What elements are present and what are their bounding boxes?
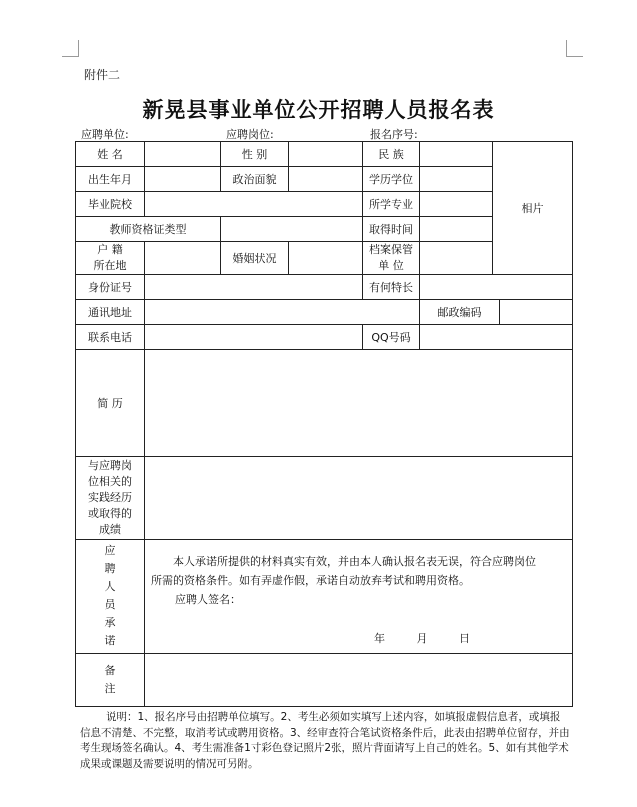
pledge-statement-line2: 所需的资格条件。如有弄虚作假，承诺自动放弃考试和聘用资格。 <box>151 573 470 587</box>
pledge-box <box>145 539 573 653</box>
school-field[interactable] <box>145 192 363 217</box>
signer-label: 应聘人签名： <box>175 592 241 606</box>
resume-field[interactable] <box>145 350 573 457</box>
gender-label: 性 别 <box>221 142 289 167</box>
serial-number-label: 报名序号: <box>370 128 418 141</box>
obtain-time-label: 取得时间 <box>363 217 420 242</box>
postcode-label: 邮政编码 <box>420 300 500 325</box>
margin-corner-mark <box>62 40 79 57</box>
address-label: 通讯地址 <box>76 300 145 325</box>
ethnicity-field[interactable] <box>420 142 493 167</box>
hukou-field[interactable] <box>145 242 221 275</box>
address-field[interactable] <box>145 300 420 325</box>
applied-position-label: 应聘岗位: <box>226 128 274 141</box>
teacher-cert-field[interactable] <box>221 217 363 242</box>
achievements-label: 与应聘岗 位相关的 实践经历 或取得的 成绩 <box>76 457 145 539</box>
attachment-label: 附件二 <box>84 68 121 82</box>
phone-label: 联系电话 <box>76 325 145 350</box>
registration-form-table <box>75 141 573 707</box>
instructions-note: 说明：1、报名序号由招聘单位填写。2、考生必须如实填写上述内容，如填报虚假信息者，或填报信息不清楚、不完整，取消考试或聘用资格。3、经审查符合笔试资格条件后，此表由招聘单位留存，并由考生现场签名确认。4、考生需准备1寸彩色登记照片2张，照片背面请写上自己的姓名。5、如有其他学术成果或课题及需要说明的情况可另附。 <box>80 711 570 770</box>
form-title: 新晃县事业单位公开招聘人员报名表 <box>142 98 495 122</box>
pledge-statement-line1: 本人承诺所提供的材料真实有效，并由本人确认报名表无误，符合应聘岗位 <box>173 554 536 568</box>
name-label: 姓 名 <box>76 142 145 167</box>
id-number-field[interactable] <box>145 275 363 300</box>
qq-label: QQ号码 <box>363 325 420 350</box>
resume-label: 简 历 <box>76 350 145 457</box>
remarks-label: 备 注 <box>76 653 145 706</box>
political-status-field[interactable] <box>289 167 363 192</box>
major-field[interactable] <box>420 192 493 217</box>
degree-field[interactable] <box>420 167 493 192</box>
margin-corner-mark <box>566 40 583 57</box>
birth-label: 出生年月 <box>76 167 145 192</box>
marital-status-label: 婚姻状况 <box>221 242 289 275</box>
date-label: 年 月 日 <box>374 631 484 645</box>
remarks-field[interactable] <box>145 653 573 706</box>
teacher-cert-label: 教师资格证类型 <box>76 217 221 242</box>
major-label: 所学专业 <box>363 192 420 217</box>
postcode-field[interactable] <box>500 300 573 325</box>
id-number-label: 身份证号 <box>76 275 145 300</box>
photo-box[interactable] <box>493 142 573 275</box>
archive-unit-label: 档案保管 单 位 <box>363 242 420 275</box>
marital-status-field[interactable] <box>289 242 363 275</box>
specialty-label: 有何特长 <box>363 275 420 300</box>
name-field[interactable] <box>145 142 221 167</box>
specialty-field[interactable] <box>420 275 573 300</box>
applied-unit-label: 应聘单位: <box>81 128 129 141</box>
phone-field[interactable] <box>145 325 363 350</box>
pledge-label: 应 聘 人 员 承 诺 <box>76 539 145 653</box>
archive-unit-field[interactable] <box>420 242 493 275</box>
achievements-field[interactable] <box>145 457 573 539</box>
photo-label: 相片 <box>521 202 544 216</box>
gender-field[interactable] <box>289 142 363 167</box>
ethnicity-label: 民 族 <box>363 142 420 167</box>
school-label: 毕业院校 <box>76 192 145 217</box>
hukou-label: 户 籍 所在地 <box>76 242 145 275</box>
qq-field[interactable] <box>420 325 573 350</box>
political-status-label: 政治面貌 <box>221 167 289 192</box>
birth-field[interactable] <box>145 167 221 192</box>
degree-label: 学历学位 <box>363 167 420 192</box>
obtain-time-field[interactable] <box>420 217 493 242</box>
